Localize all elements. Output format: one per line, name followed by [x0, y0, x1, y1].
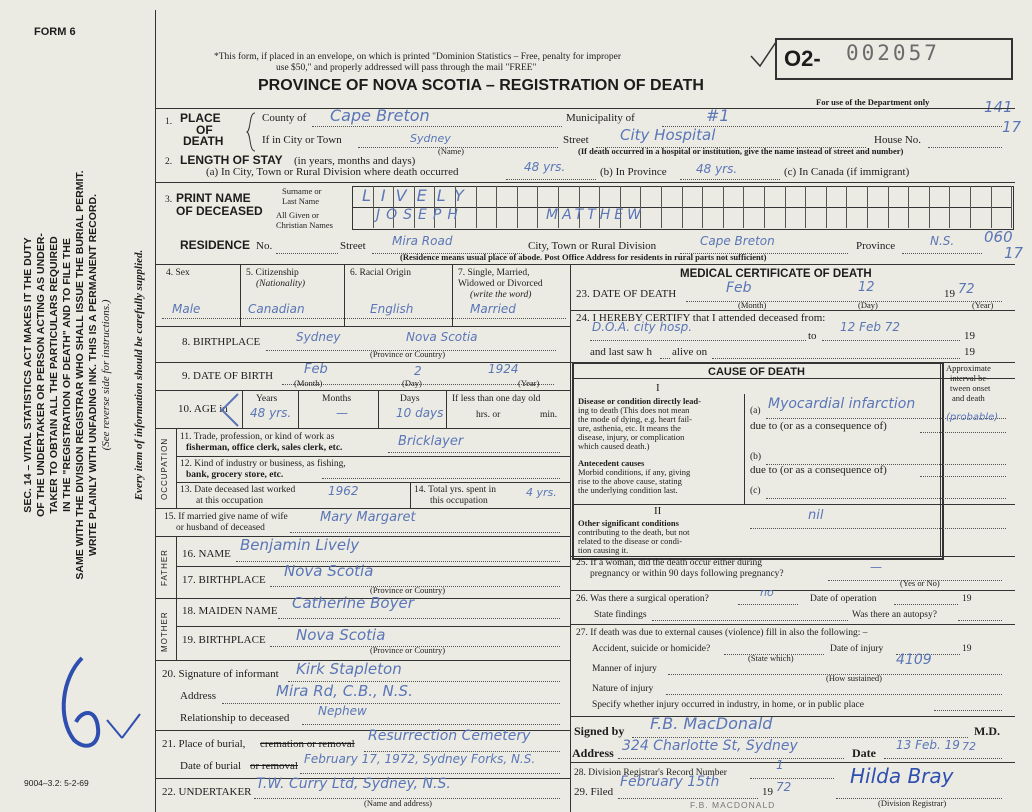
column-divider	[570, 264, 571, 812]
age-label: 10. AGE in	[178, 403, 228, 415]
cause-a-value[interactable]: Myocardial infarction	[768, 396, 916, 412]
department-code-2: 17	[1002, 118, 1022, 136]
mailing-notice-line-2: use $50," and properly addressed will pass through the mail "FREE"	[276, 63, 537, 73]
direct-cause-label-3: the mode of dying, e.g. heart fail-	[578, 414, 693, 424]
other-conditions-label-3: related to the disease or condi-	[578, 536, 683, 546]
undertaker-hint: (Name and address)	[364, 798, 432, 808]
operation-year-suffix: 19	[962, 594, 972, 604]
interval-label-4: and death	[952, 393, 985, 403]
mother-maiden-label: 18. MAIDEN NAME	[182, 605, 278, 617]
last-saw-label-a: and last saw h	[590, 346, 653, 358]
surname-value[interactable]: LIVELY	[362, 186, 474, 205]
dob-label: 9. DATE OF BIRTH	[182, 370, 274, 382]
autopsy-label: Was there an autopsy?	[852, 610, 937, 620]
death-month-hint: (Month)	[738, 300, 767, 310]
name-grid-cell-divider	[991, 186, 992, 228]
attendance-label: 24. I HEREBY CERTIFY that I attended deceased from:	[576, 312, 826, 324]
citizenship-value[interactable]: Canadian	[248, 302, 305, 316]
internal-code-value: 4109	[896, 652, 932, 668]
mother-birthplace-hint: (Province or Country)	[370, 645, 446, 655]
burial-date-label-a: Date of burial	[180, 760, 242, 772]
hospital-note: (If death occurred in a hospital or institution, give the name instead of street and number)	[578, 146, 904, 156]
mother-birthplace-label: 19. BIRTHPLACE	[182, 634, 266, 646]
name-grid-cell-divider	[826, 186, 827, 228]
father-birthplace-value[interactable]: Nova Scotia	[284, 562, 374, 580]
department-code-1: 141	[984, 98, 1013, 116]
name-grid-cell-divider	[476, 186, 477, 228]
other-conditions-label-2: contributing to the death, but not	[578, 527, 690, 537]
marital-label-1: 7. Single, Married,	[458, 268, 530, 278]
blue-ink-scribble-icon	[52, 648, 142, 758]
informant-signature-label: 20. Signature of informant	[162, 668, 279, 680]
instructions-line-2: OF THE UNDERTAKER OR PERSON ACTING AS UNDER-	[35, 233, 47, 517]
state-which-hint: (State which)	[748, 653, 794, 663]
physician-stamp: F.B. MACDONALD	[690, 800, 776, 810]
age-years-label: Years	[256, 394, 278, 404]
registrar-signature[interactable]: Hilda Bray	[850, 764, 954, 788]
record-number-label: 28. Division Registrar's Record Number	[574, 768, 727, 778]
place-label-3: DEATH	[183, 134, 224, 148]
signed-by-label: Signed by	[574, 724, 625, 738]
given-names-label-1: All Given or	[276, 210, 319, 220]
residence-note: (Residence means usual place of abode. Post Office Address for residents in rural parts not sufficient)	[400, 252, 767, 262]
informant-signature-value[interactable]: Kirk Stapleton	[296, 660, 402, 678]
county-value[interactable]: Cape Breton	[330, 106, 430, 125]
residence-label: RESIDENCE	[180, 238, 251, 252]
citizenship-label-1: 5. Citizenship	[246, 268, 299, 278]
marital-label-2: Widowed or Divorced	[458, 279, 543, 289]
name-grid-cell-divider	[764, 186, 765, 228]
residence-no-label: No.	[256, 240, 273, 252]
other-conditions-value[interactable]: nil	[808, 508, 824, 523]
deceased-label-1: PRINT NAME	[176, 191, 251, 205]
surname-label-2: Last Name	[282, 196, 320, 206]
name-grid-cell-divider	[1011, 186, 1012, 228]
instructions-sidebar	[22, 30, 152, 720]
registrar-signature-hint: (Division Registrar)	[878, 798, 947, 808]
last-worked-value[interactable]: 1962	[328, 484, 359, 498]
name-grid-cell-divider	[743, 186, 744, 228]
residence-province-value[interactable]: N.S.	[930, 234, 955, 248]
state-findings-label: State findings	[594, 610, 647, 620]
age-days-label: Days	[400, 394, 420, 404]
undertaker-label: 22. UNDERTAKER	[162, 786, 252, 798]
brace-icon	[246, 112, 256, 152]
spouse-value[interactable]: Mary Margaret	[320, 510, 416, 525]
certificate-date-year[interactable]: 72	[962, 740, 976, 753]
certificate-date-label: Date	[852, 746, 876, 760]
instructions-line-6: WRITE PLAINLY WITH UNFADING INK. THIS IS A PERMANENT RECORD.	[87, 193, 99, 557]
filed-year[interactable]: 72	[776, 780, 792, 794]
due-to-label-1: due to (or as a consequence of)	[750, 420, 887, 432]
relationship-value[interactable]: Nephew	[318, 704, 367, 718]
under-day-label-1: If less than one day old	[452, 394, 541, 404]
pregnancy-label-2: pregnancy or within 90 days following pregnancy?	[590, 569, 784, 579]
other-conditions-label-4: tion causing it.	[578, 545, 629, 555]
deceased-label-2: OF DECEASED	[176, 204, 263, 218]
citizenship-label-2: (Nationality)	[256, 279, 306, 289]
direct-cause-label-5: disease, injury, or complication	[578, 432, 685, 442]
antecedent-label-3: rise to the above cause, stating	[578, 476, 682, 486]
dob-month-hint: (Month)	[294, 378, 323, 388]
name-grid-cell-divider	[949, 186, 950, 228]
nature-label: Nature of injury	[592, 684, 654, 694]
father-name-value[interactable]: Benjamin Lively	[240, 536, 360, 554]
spouse-label-2: or husband of deceased	[176, 523, 265, 533]
given-name-value-2[interactable]: MATTHEW	[546, 207, 645, 223]
stay-city-label: (a) In City, Town or Rural Division where death occurred	[206, 166, 459, 178]
trade-label-1: 11. Trade, profession, or kind of work as	[180, 432, 335, 442]
deceased-number: 3.	[165, 195, 173, 205]
name-grid-cell-divider	[888, 186, 889, 228]
father-birthplace-hint: (Province or Country)	[370, 585, 446, 595]
cause-b-label: (b)	[750, 452, 762, 462]
name-grid-cell-divider	[908, 186, 909, 228]
death-year-prefix: 19	[944, 288, 955, 300]
direct-cause-label-1: Disease or condition directly lead-	[578, 396, 701, 406]
filed-value[interactable]: February 15th	[620, 774, 720, 790]
instructions-line-3: TAKER TO OBTAIN ALL THE PARTICULARS REQUIRED	[48, 236, 60, 514]
municipality-label: Municipality of	[566, 112, 635, 124]
attendance-year-suffix: 19	[964, 330, 975, 342]
injury-date-label: Date of injury	[830, 644, 884, 654]
death-month[interactable]: Feb	[726, 280, 752, 296]
mailing-notice-line-1: *This form, if placed in an envelope, on which is printed "Dominion Statistics – Free, penalty for improper	[214, 52, 622, 62]
under-day-label-2: hrs. or	[476, 410, 501, 420]
residence-division-value[interactable]: Cape Breton	[700, 234, 775, 248]
burial-place-value[interactable]: Resurrection Cemetery	[368, 728, 531, 744]
age-months-value[interactable]: —	[336, 406, 348, 420]
given-name-value-1[interactable]: JOSEPH	[376, 207, 464, 223]
name-grid-cell-divider	[846, 186, 847, 228]
dob-day[interactable]: 2	[414, 364, 422, 378]
accident-label: Accident, suicide or homicide?	[592, 644, 711, 654]
sex-value[interactable]: Male	[172, 302, 201, 316]
instructions-line-5: SAME WITH THE DIVISION REGISTRAR WHO SHALL ISSUE THE BURIAL PERMIT.	[74, 170, 86, 580]
attendance-from-value[interactable]: D.O.A. city hosp.	[592, 320, 693, 334]
antecedent-label-1: Antecedent causes	[578, 458, 645, 468]
yes-no-hint: (Yes or No)	[900, 578, 940, 588]
direct-cause-label-4: ure, asthenia, etc. It means the	[578, 423, 681, 433]
age-bracket-icon	[218, 392, 240, 428]
interval-label-1: Approximate	[946, 363, 991, 373]
residence-street-label: Street	[340, 240, 366, 252]
surname-label-1: Surname or	[282, 186, 322, 196]
interval-label-3: tween onset	[950, 383, 991, 393]
external-causes-label: 27. If death was due to external causes (violence) fill in also the following: –	[576, 628, 868, 638]
injury-year-suffix: 19	[962, 644, 972, 654]
residence-province-label: Province	[856, 240, 896, 252]
death-date-label: 23. DATE OF DEATH	[576, 288, 677, 300]
physician-address-value[interactable]: 324 Charlotte St, Sydney	[622, 738, 798, 754]
operation-date-label: Date of operation	[810, 594, 877, 604]
informant-address-label: Address	[180, 690, 217, 702]
residence-code-1: 060	[984, 228, 1013, 246]
marital-value[interactable]: Married	[470, 302, 516, 316]
municipality-value[interactable]: #1	[706, 106, 730, 125]
left-border	[155, 10, 156, 812]
marital-label-3: (write the word)	[470, 290, 532, 300]
medical-certificate-header: MEDICAL CERTIFICATE OF DEATH	[680, 268, 872, 280]
spouse-label-1: 15. If married give name of wife	[164, 512, 288, 522]
cause-a-label: (a)	[750, 406, 761, 416]
industry-injury-label: Specify whether injury occurred in industry, in home, or in public place	[592, 700, 864, 710]
name-grid-cell-divider	[682, 186, 683, 228]
due-to-label-2: due to (or as a consequence of)	[750, 464, 887, 476]
name-grid-cell-divider	[867, 186, 868, 228]
father-vertical-label: FATHER	[160, 549, 169, 586]
name-grid-cell-divider	[702, 186, 703, 228]
filed-year-prefix: 19	[762, 786, 773, 798]
city-name-hint: (Name)	[438, 146, 464, 156]
cause-of-death-header: CAUSE OF DEATH	[708, 366, 805, 378]
form-code: 9004–3.2: 5-2-69	[24, 778, 89, 788]
burial-place-label-a: 21. Place of burial,	[162, 738, 246, 750]
stay-province-value[interactable]: 48 yrs.	[696, 162, 738, 176]
manner-label: Manner of injury	[592, 664, 657, 674]
name-grid-cell-divider	[805, 186, 806, 228]
residence-division-label: City, Town or Rural Division	[528, 240, 657, 252]
undertaker-value[interactable]: T.W. Curry Ltd, Sydney, N.S.	[256, 776, 451, 792]
how-sustained-hint: (How sustained)	[826, 673, 882, 683]
interval-label-2: interval be-	[950, 373, 989, 383]
age-years-value[interactable]: 48 yrs.	[250, 406, 292, 420]
name-grid-cell-divider	[661, 186, 662, 228]
racial-origin-label: 6. Racial Origin	[350, 268, 411, 278]
birthplace-label: 8. BIRTHPLACE	[182, 336, 261, 348]
city-value[interactable]: Sydney	[410, 132, 451, 145]
registration-number: 002057	[846, 41, 940, 65]
md-label: M.D.	[974, 724, 1000, 738]
birthplace-value-2[interactable]: Nova Scotia	[406, 330, 478, 344]
industry-label-1: 12. Kind of industry or business, as fishing,	[180, 459, 346, 469]
certificate-date-value[interactable]: 13 Feb. 19	[896, 738, 960, 752]
last-worked-label-1: 13. Date deceased last worked	[180, 485, 296, 495]
street-value[interactable]: City Hospital	[620, 126, 716, 144]
stay-canada-label: (c) In Canada (if immigrant)	[784, 166, 910, 178]
stay-label: LENGTH OF STAY	[180, 153, 283, 167]
section-i-label: I	[656, 382, 660, 394]
department-use-label: For use of the Department only	[816, 97, 930, 107]
sex-label: 4. Sex	[166, 268, 190, 278]
name-grid-cell-divider	[517, 186, 518, 228]
dob-year-hint: (Year)	[518, 378, 540, 388]
dob-month[interactable]: Feb	[304, 362, 328, 377]
given-names-label-2: Christian Names	[276, 220, 333, 230]
dob-year[interactable]: 1924	[488, 362, 519, 376]
burial-place-label-b: cremation or removal	[260, 738, 355, 750]
filed-label: 29. Filed	[574, 786, 614, 798]
attendance-to-value[interactable]: 12 Feb 72	[840, 320, 901, 334]
other-conditions-label-1: Other significant conditions	[578, 518, 679, 528]
section-ii-label: II	[654, 505, 662, 517]
name-grid-cell-divider	[929, 186, 930, 228]
stay-province-label: (b) In Province	[600, 166, 667, 178]
name-grid-cell-divider	[496, 186, 497, 228]
form-title: PROVINCE OF NOVA SCOTIA – REGISTRATION OF DEATH	[258, 77, 704, 94]
residence-street-value[interactable]: Mira Road	[392, 234, 453, 248]
birthplace-hint: (Province or Country)	[370, 349, 446, 359]
cause-c-label: (c)	[750, 486, 761, 496]
place-label-2: OF	[196, 123, 213, 137]
antecedent-label-4: the underlying condition last.	[578, 485, 678, 495]
residence-code-2: 17	[1004, 244, 1024, 262]
instructions-line-1: SEC. 14 – VITAL STATISTICS ACT MAKES IT THE DUTY	[22, 237, 34, 513]
mother-maiden-value[interactable]: Catherine Boyer	[292, 594, 414, 612]
name-grid-cell-divider	[723, 186, 724, 228]
mother-birthplace-value[interactable]: Nova Scotia	[296, 626, 386, 644]
total-years-value[interactable]: 4 yrs.	[526, 486, 557, 499]
death-day[interactable]: 12	[858, 280, 875, 295]
under-day-label-3: min.	[540, 410, 558, 420]
last-saw-year-suffix: 19	[964, 346, 975, 358]
age-days-value[interactable]: 10 days	[396, 406, 444, 420]
attendance-to-label: to	[808, 330, 817, 342]
trade-label-2: fisherman, office clerk, sales clerk, etc.	[186, 443, 343, 453]
instructions-line-4: IN THE "REGISTRATION OF DEATH" AND TO FILE THE	[61, 238, 73, 512]
place-label-1: PLACE	[180, 111, 221, 125]
name-grid-cell-divider	[785, 186, 786, 228]
name-grid-cell-divider	[537, 186, 538, 228]
death-day-hint: (Day)	[858, 300, 878, 310]
pregnancy-value[interactable]: —	[870, 560, 882, 574]
total-years-label-2: this occupation	[430, 496, 488, 506]
last-saw-label-b: alive on	[672, 346, 708, 358]
county-label: County of	[262, 112, 307, 124]
mother-vertical-label: MOTHER	[160, 611, 169, 652]
stay-hint: (in years, months and days)	[294, 155, 416, 167]
burial-date-value[interactable]: February 17, 1972, Sydney Forks, N.S.	[304, 752, 536, 766]
burial-date-label-b: or removal	[250, 760, 298, 772]
death-year[interactable]: 72	[958, 282, 975, 297]
death-year-hint: (Year)	[972, 300, 994, 310]
occupation-vertical-label: OCCUPATION	[160, 437, 169, 500]
stay-city-value[interactable]: 48 yrs.	[524, 160, 566, 174]
total-years-label-1: 14. Total yrs. spent in	[414, 485, 497, 495]
signed-by-value[interactable]: F.B. MacDonald	[650, 714, 773, 733]
informant-address-value[interactable]: Mira Rd, C.B., N.S.	[276, 682, 413, 700]
trade-value[interactable]: Bricklayer	[398, 434, 464, 449]
record-number-value[interactable]: 1	[776, 758, 784, 772]
industry-label-2: bank, grocery store, etc.	[186, 470, 284, 480]
surgery-label: 26. Was there a surgical operation?	[576, 594, 709, 604]
cause-a-interval[interactable]: (probable)	[946, 412, 999, 423]
place-number: 1.	[165, 117, 173, 127]
instructions-line-8: Every item of information should be carefully supplied.	[133, 249, 145, 501]
registration-prefix: O2-	[784, 46, 821, 71]
instructions-line-7: (See reverse side for instructions.)	[100, 299, 112, 451]
stay-number: 2.	[165, 157, 173, 167]
direct-cause-label-6: which caused death.)	[578, 441, 650, 451]
street-label: Street	[563, 134, 589, 146]
antecedent-label-2: Morbid conditions, if any, giving	[578, 467, 691, 477]
header-divider	[155, 108, 1015, 109]
house-number-label: House No.	[874, 134, 922, 146]
pregnancy-label-1: 25. If a woman, did the death occur either during	[576, 558, 762, 568]
dob-day-hint: (Day)	[402, 378, 422, 388]
physician-address-label: Address	[572, 746, 614, 760]
check-mark-icon	[748, 40, 778, 70]
direct-cause-label-2: ing to death (This does not mean	[578, 405, 690, 415]
last-worked-label-2: at this occupation	[196, 496, 264, 506]
age-months-label: Months	[322, 394, 352, 404]
father-birthplace-label: 17. BIRTHPLACE	[182, 574, 266, 586]
city-label: If in City or Town	[262, 134, 342, 146]
form-number: FORM 6	[34, 26, 76, 38]
relationship-label: Relationship to deceased	[180, 712, 290, 724]
name-grid-cell-divider	[970, 186, 971, 228]
surgery-value[interactable]: no	[760, 586, 774, 599]
racial-origin-value[interactable]: English	[370, 302, 414, 316]
birthplace-value-1[interactable]: Sydney	[296, 330, 341, 344]
father-name-label: 16. NAME	[182, 548, 231, 560]
